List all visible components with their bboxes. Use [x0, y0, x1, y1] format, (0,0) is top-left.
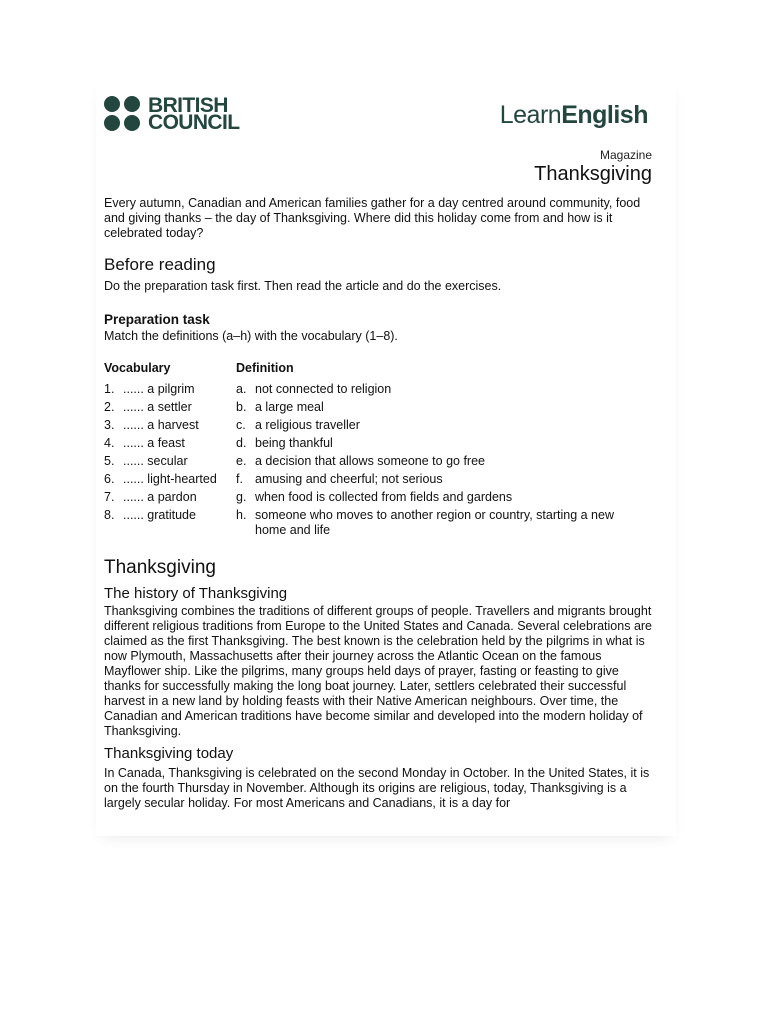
- article-title: Thanksgiving: [104, 557, 216, 578]
- today-heading: Thanksgiving today: [104, 745, 234, 762]
- definition-column-header: Definition: [236, 361, 294, 375]
- definition-item: b. a large meal: [236, 400, 324, 414]
- before-reading-text: Do the preparation task first. Then read the article and do the exercises.: [104, 279, 502, 293]
- british-council-dots-icon: [104, 96, 141, 132]
- vocab-item: 7. ...... a pardon: [104, 490, 197, 504]
- definition-item: h. someone who moves to another region or country, starting a new home and life: [236, 508, 614, 537]
- definition-item: d. being thankful: [236, 436, 333, 450]
- preparation-task-heading: Preparation task: [104, 312, 210, 327]
- definition-item: c. a religious traveller: [236, 418, 360, 432]
- vocab-item: 4. ...... a feast: [104, 436, 185, 450]
- vocab-item: 3. ...... a harvest: [104, 418, 199, 432]
- learnenglish-logo: LearnEnglish: [499, 101, 648, 129]
- history-heading: The history of Thanksgiving: [104, 585, 288, 602]
- vocab-item: 8. ...... gratitude: [104, 508, 196, 522]
- history-paragraph: Thanksgiving combines the traditions of different groups of people. Travellers and migrants brought different religious traditions from Europe to the United States and Canada. Several celebrations are claimed as the first Thanksgiving. The best known is the celebration held by the pilgrims in what is now Plymouth, Massachusetts after their journey across the Atlantic Ocean on the famous Mayflower ship. Like the pilgrims, many groups held days of prayer, fasting or feasting to give thanks for successfully making the long boat journey. Later, settlers celebrated their successful harvest in a new land by holding feasts with their Native American neighbours. Over time, the Canadian and American traditions have become similar and developed into the modern holiday of Thanksgiving.: [104, 604, 653, 738]
- definition-item: e. a decision that allows someone to go free: [236, 454, 485, 468]
- before-reading-heading: Before reading: [104, 255, 216, 274]
- today-paragraph: In Canada, Thanksgiving is celebrated on the second Monday in October. In the United States, it is on the fourth Thursday in November. Although its origins are religious, today, Thanksgiving is a largely secular holiday. For most Americans and Canadians, it is a day for: [104, 766, 650, 810]
- preparation-instruction: Match the definitions (a–h) with the vocabulary (1–8).: [104, 329, 398, 343]
- section-label: Magazine: [599, 148, 652, 162]
- vocab-item: 6. ...... light-hearted: [104, 472, 217, 486]
- vocab-item: 1. ...... a pilgrim: [104, 382, 195, 396]
- vocabulary-column-header: Vocabulary: [104, 361, 171, 375]
- page-title: Thanksgiving: [534, 163, 652, 185]
- vocab-item: 2. ...... a settler: [104, 400, 192, 414]
- definition-item: g. when food is collected from fields and gardens: [236, 490, 513, 504]
- intro-paragraph: Every autumn, Canadian and American families gather for a day centred around community, food and giving thanks – the day of Thanksgiving. Where did this holiday come from and how is it celebrated today?: [104, 196, 641, 240]
- british-council-wordmark: BRITISH COUNCIL: [148, 94, 240, 134]
- definition-item: f. amusing and cheerful; not serious: [236, 472, 443, 486]
- definition-item: a. not connected to religion: [236, 382, 392, 396]
- vocab-item: 5. ...... secular: [104, 454, 188, 468]
- british-council-logo: [104, 96, 239, 132]
